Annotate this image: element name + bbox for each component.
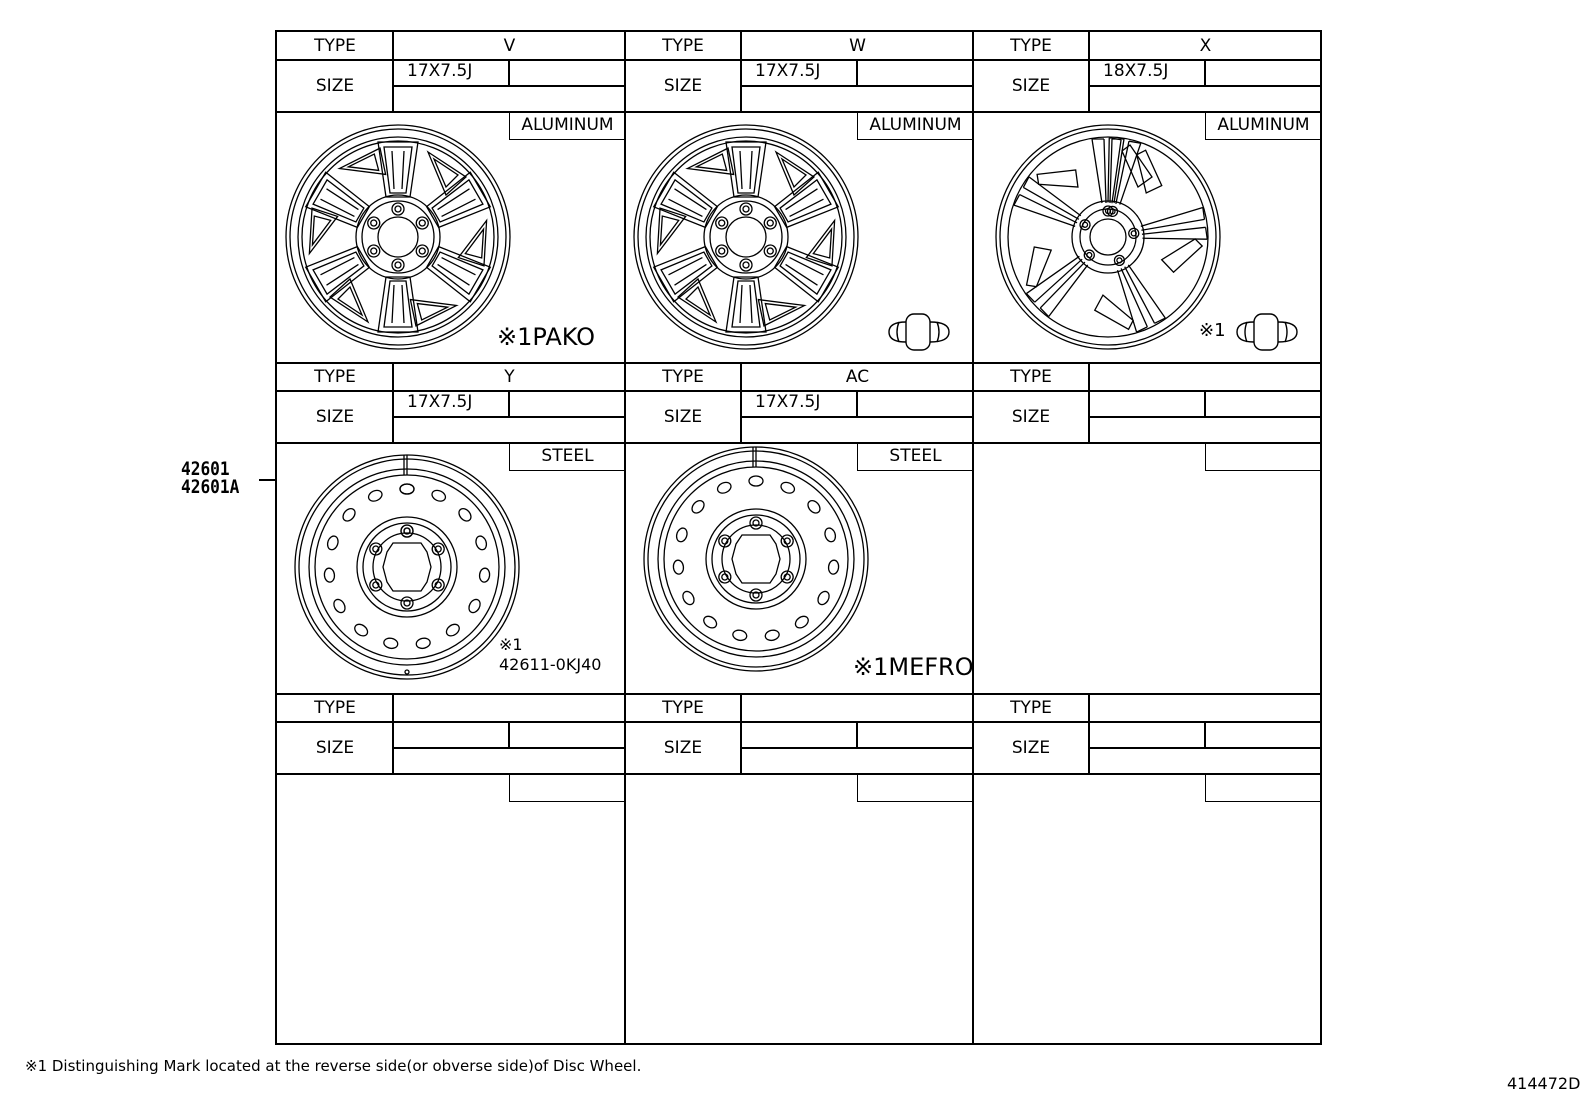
wheel-cell-empty xyxy=(973,694,1321,1044)
wheel-cell-empty xyxy=(625,694,973,1044)
material-label: ALUMINUM xyxy=(1205,112,1321,140)
type-label: TYPE xyxy=(314,36,356,56)
size-label: SIZE xyxy=(663,738,703,758)
size-label: SIZE xyxy=(315,76,355,96)
mark-part-number: 42611-0KJ40 xyxy=(499,655,602,674)
size-label: SIZE xyxy=(1011,407,1051,427)
wheel-cell-empty xyxy=(277,694,625,1044)
type-label: TYPE xyxy=(662,698,704,718)
tpms-valve-icon xyxy=(1231,312,1305,352)
size-label: SIZE xyxy=(315,738,355,758)
type-value: W xyxy=(849,36,866,56)
alloy-wheel-icon xyxy=(631,122,861,352)
size-value: 18X7.5J xyxy=(1103,61,1169,81)
type-label: TYPE xyxy=(314,367,356,387)
size-label: SIZE xyxy=(1011,76,1051,96)
steel-wheel-icon xyxy=(289,449,525,685)
wheel-cell-y[interactable] xyxy=(277,363,625,693)
material-label: STEEL xyxy=(857,443,973,471)
part-number-alt: 42601A xyxy=(181,476,240,498)
alloy-wheel-icon xyxy=(283,122,513,352)
material-label: ALUMINUM xyxy=(857,112,973,140)
size-label: SIZE xyxy=(663,76,703,96)
size-value: 17X7.5J xyxy=(407,392,473,412)
alloy-wheel-icon xyxy=(993,122,1223,352)
material-label: STEEL xyxy=(509,443,625,471)
size-label: SIZE xyxy=(1011,738,1051,758)
wheel-cell-v[interactable] xyxy=(277,32,625,362)
type-label: TYPE xyxy=(662,36,704,56)
wheel-table xyxy=(275,30,1322,1045)
material-label: ALUMINUM xyxy=(509,112,625,140)
size-label: SIZE xyxy=(663,407,703,427)
part-number-primary: 42601 xyxy=(181,458,230,480)
material-label xyxy=(1205,774,1321,802)
wheel-cell-ac[interactable] xyxy=(625,363,973,693)
type-label: TYPE xyxy=(1010,36,1052,56)
size-label: SIZE xyxy=(315,407,355,427)
distinguishing-mark: ※1 xyxy=(1199,320,1226,341)
type-value: X xyxy=(1199,36,1212,56)
type-label: TYPE xyxy=(314,698,356,718)
mark-symbol: ※1 xyxy=(499,635,523,654)
size-value: 17X7.5J xyxy=(407,61,473,81)
part-number-label xyxy=(181,460,239,496)
type-label: TYPE xyxy=(1010,698,1052,718)
leader-line xyxy=(259,479,275,481)
wheel-cell-x[interactable] xyxy=(973,32,1321,362)
size-value: 17X7.5J xyxy=(755,392,821,412)
size-value: 17X7.5J xyxy=(755,61,821,81)
steel-wheel-icon xyxy=(638,441,874,677)
wheel-cell-empty xyxy=(973,363,1321,693)
material-label xyxy=(509,774,625,802)
distinguishing-mark: ※1MEFRO xyxy=(853,653,974,681)
material-label xyxy=(1205,443,1321,471)
distinguishing-mark: ※1PAKO xyxy=(497,323,596,351)
footnote: ※1 Distinguishing Mark located at the reverse side(or obverse side)of Disc Wheel. xyxy=(25,1057,642,1075)
reference-number: 414472D xyxy=(1507,1074,1581,1093)
wheel-cell-w[interactable] xyxy=(625,32,973,362)
type-label: TYPE xyxy=(662,367,704,387)
material-label xyxy=(857,774,973,802)
type-label: TYPE xyxy=(1010,367,1052,387)
type-value: V xyxy=(503,36,516,56)
type-value: Y xyxy=(504,367,515,387)
tpms-valve-icon xyxy=(883,312,957,352)
type-value: AC xyxy=(845,367,870,387)
distinguishing-mark xyxy=(499,635,601,675)
